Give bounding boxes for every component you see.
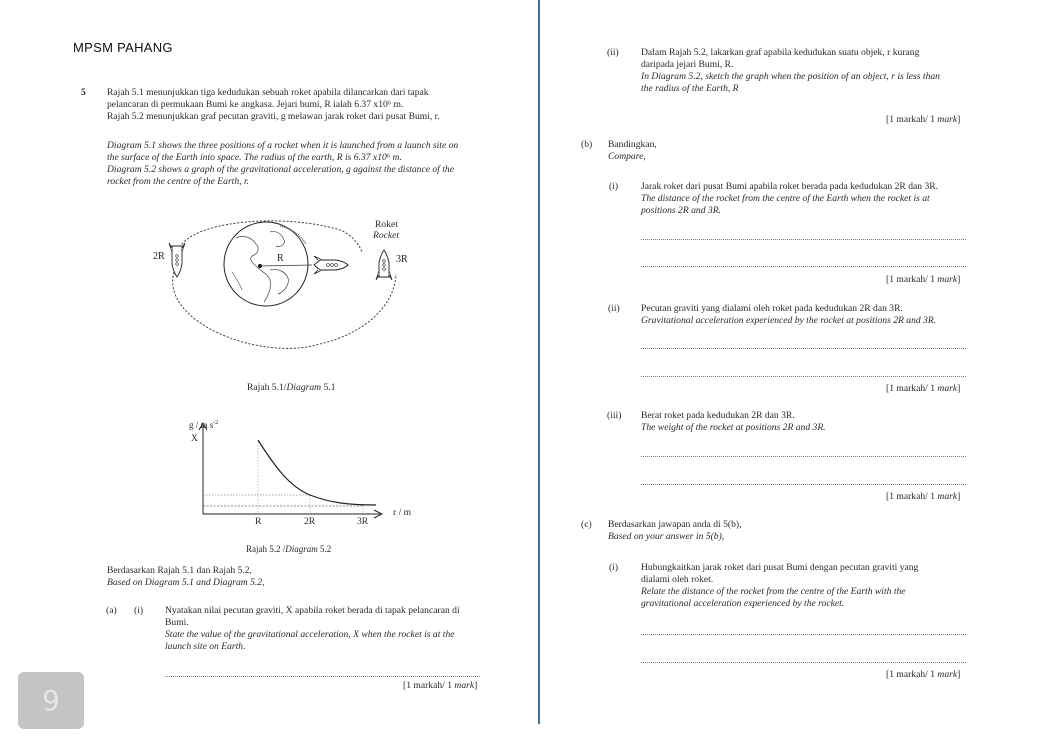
rocket-label-english: Rocket [373, 230, 400, 241]
question-number: 5 [81, 87, 86, 98]
part-b-iii-question: Berat roket pada kedudukan 2R dan 3R. The weight of the rocket at positions 2R and 3R. [641, 410, 826, 433]
graph-x-tick-3r: 3R [357, 516, 369, 527]
part-c-label: (c) [581, 519, 592, 530]
answer-line-b-ii-1[interactable] [641, 348, 966, 349]
rocket-label-malay: Roket [375, 219, 398, 230]
graph-x-tick-2r: 2R [304, 516, 316, 527]
part-a-label: (a) [106, 605, 117, 616]
school-header: MPSM PAHANG [73, 40, 173, 55]
answer-line-b-iii-1[interactable] [641, 456, 966, 457]
diagram-5-2-caption: Rajah 5.2 /Diagram 5.2 [246, 544, 332, 554]
graph-y-tick-x: X [191, 433, 198, 444]
part-a-ii-label: (ii) [607, 47, 619, 58]
earth-icon [224, 222, 312, 306]
part-b-label: (b) [581, 139, 593, 150]
mark-a-i: [1 markah/ 1 mark] [403, 680, 478, 691]
mark-c-i: [1 markah/ 1 mark] [886, 669, 961, 680]
part-b-i-label: (i) [609, 181, 619, 192]
part-c-i-label: (i) [609, 562, 619, 573]
answer-line-b-i-2[interactable] [641, 266, 966, 267]
svg-text:R: R [277, 253, 284, 264]
part-b-i-question: Jarak roket dari pusat Bumi apabila roket berada pada kedudukan 2R dan 3R. The distance of the rocket from the centre of the Earth when the rocket is at positions 2R and 3R. [641, 181, 939, 216]
graph-y-label: g / m $s^{-2}$ [189, 420, 219, 430]
part-b-compare: Bandingkan, Compare, [608, 139, 657, 162]
graph-x-label: r / m [393, 507, 412, 518]
intro-english: Diagram 5.1 shows the three positions of a rocket when it is launched from a launch site on the surface of the Earth into space. The radius of the earth, R is 6.37 x10⁶ m. Diagram 5.2 shows a graph of the gravitational acceleration, g against the distance of the rocket from the centre of the Earth, r. [107, 140, 459, 187]
answer-line-a-i[interactable] [165, 676, 480, 677]
answer-line-c-i-1[interactable] [641, 634, 966, 635]
part-c-intro: Berdasarkan jawapan anda di 5(b), Based on your answer in 5(b), [608, 519, 742, 542]
part-c-i-question: Hubungkaitkan jarak roket dari pusat Bumi dengan pecutan graviti yang dialami oleh roket. Relate the distance of the rocket from the centre of the Earth with the gravitational acceleration experienced by the rocket. [641, 562, 919, 609]
part-b-ii-label: (ii) [608, 303, 620, 314]
rocket-icon-2r [169, 243, 185, 277]
part-a-i-question: Nyatakan nilai pecutan graviti, X apabila roket berada di tapak pelancaran di Bumi. State the value of the gravitational acceleration, X when the rocket is at the launch site on Earth. [165, 605, 460, 652]
svg-text:2R: 2R [153, 251, 165, 262]
mark-b-ii: [1 markah/ 1 mark] [886, 383, 961, 394]
graph-x-tick-r: R [255, 516, 262, 527]
answer-line-b-iii-2[interactable] [641, 484, 966, 485]
rocket-icon-r [314, 256, 348, 274]
answer-line-b-i-1[interactable] [641, 239, 966, 240]
part-a-i-label: (i) [134, 605, 144, 616]
rocket-icon-3r [376, 250, 392, 280]
answer-line-c-i-2[interactable] [641, 662, 966, 663]
based-on-diagrams: Berdasarkan Rajah 5.1 dan Rajah 5.2, Based on Diagram 5.1 and Diagram 5.2, [107, 565, 265, 588]
intro-malay: Rajah 5.1 menunjukkan tiga kedudukan sebuah roket apabila dilancarkan dari tapak pelancaran di permukaan Bumi ke angkasa. Jejari bumi, R ialah 6.37 x10⁶ m. Rajah 5.2 menunjukkan graf pecutan graviti, g melawan jarak roket dari pusat Bumi, r. [107, 87, 440, 122]
svg-text:3R: 3R [396, 254, 408, 265]
part-b-iii-label: (iii) [607, 410, 622, 421]
column-divider [538, 0, 540, 724]
answer-line-b-ii-2[interactable] [641, 376, 966, 377]
diagram-5-1-caption: Rajah 5.1/Diagram 5.1 [247, 382, 336, 393]
mark-a-ii: [1 markah/ 1 mark] [886, 114, 961, 125]
mark-b-iii: [1 markah/ 1 mark] [886, 491, 961, 502]
part-b-ii-question: Pecutan graviti yang dialami oleh roket pada kedudukan 2R dan 3R. Gravitational acceleration experienced by the rocket at positions 2R and 3R. [641, 303, 937, 326]
mark-b-i: [1 markah/ 1 mark] [886, 274, 961, 285]
part-a-ii-question: Dalam Rajah 5.2, lakarkan graf apabila kedudukan suatu objek, r kurang daripada jejari Bumi, R. In Diagram 5.2, sketch the graph when the position of an object, r is less than the radius of the Earth, R [641, 47, 940, 94]
page-number-badge: 9 [18, 672, 84, 729]
